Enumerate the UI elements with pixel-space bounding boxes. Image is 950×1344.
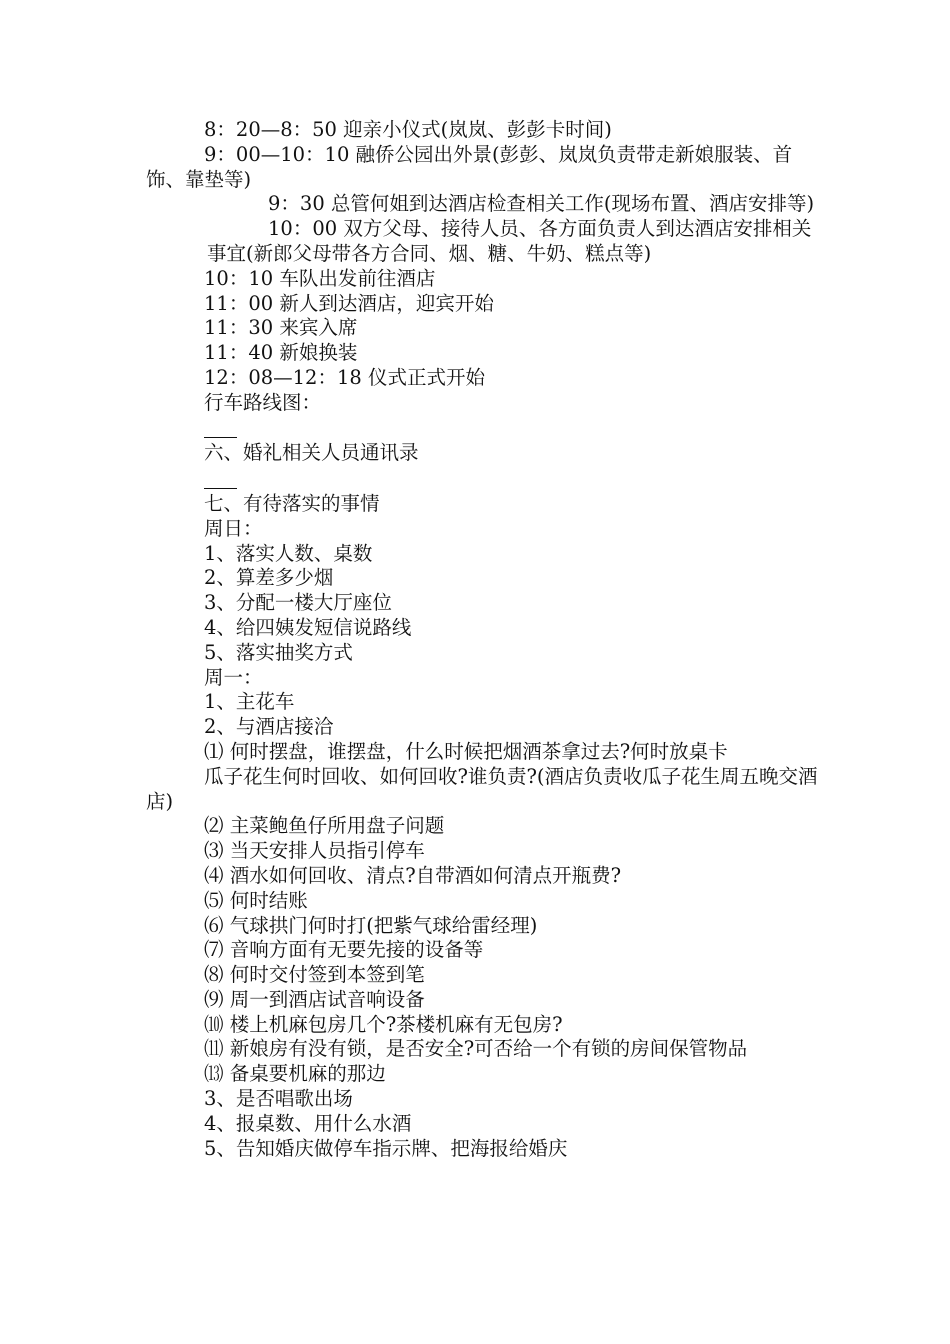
sub-list-item: ⑽ 楼上机麻包房几个?茶楼机麻有无包房? [204, 1012, 563, 1036]
blank-placeholder [0, 466, 950, 492]
sub-list-item: ⑸ 何时结账 [204, 888, 308, 912]
sunday-label: 周日： [204, 516, 263, 540]
list-item: 2、算差多少烟 [204, 566, 334, 590]
schedule-line: 12：08—12：18 仪式正式开始 [204, 365, 485, 389]
list-item: 3、分配一楼大厅座位 [204, 591, 392, 615]
blank-placeholder [0, 416, 950, 442]
list-item: 5、告知婚庆做停车指示牌、把海报给婚庆 [204, 1136, 568, 1160]
sub-list-item: 瓜子花生何时回收、如何回收?谁负责?(酒店负责收瓜子花生周五晚交酒店) [146, 764, 818, 813]
underline-rule [204, 437, 237, 438]
sub-list-item: ⑹ 气球拱门何时打(把紫气球给雷经理) [204, 913, 538, 937]
sub-list-item: ⑵ 主菜鲍鱼仔所用盘子问题 [204, 814, 445, 838]
list-item: 1、主花车 [204, 690, 295, 714]
route-map-label: 行车路线图： [204, 390, 322, 414]
sub-list-item: ⑴ 何时摆盘，谁摆盘，什么时候把烟酒茶拿过去?何时放桌卡 [204, 739, 728, 763]
schedule-line: 11：00 新人到达酒店，迎宾开始 [204, 291, 494, 315]
list-item: 5、落实抽奖方式 [204, 640, 353, 664]
sub-list-item: ⑶ 当天安排人员指引停车 [204, 839, 425, 863]
sub-list-item: ⑷ 酒水如何回收、清点?自带酒如何清点开瓶费? [204, 863, 622, 887]
list-item: 4、给四姨发短信说路线 [204, 615, 412, 639]
schedule-line: 9：30 总管何姐到达酒店检查相关工作(现场布置、酒店安排等) [268, 192, 815, 216]
document-body [0, 118, 950, 1161]
schedule-line: 8：20—8：50 迎亲小仪式(岚岚、彭彭卡时间) [204, 118, 612, 141]
schedule-line: 10：10 车队出发前往酒店 [204, 266, 436, 290]
underline-rule [204, 488, 237, 489]
monday-label: 周一： [204, 665, 263, 689]
schedule-line: 11：40 新娘换装 [204, 341, 358, 365]
schedule-line: 9：00—10：10 融侨公园出外景(彭彭、岚岚负责带走新娘服装、首饰、靠垫等) [146, 142, 793, 191]
sub-list-item: ⑾ 新娘房有没有锁，是否安全?可否给一个有锁的房间保管物品 [204, 1037, 748, 1061]
list-item: 3、是否唱歌出场 [204, 1087, 353, 1111]
schedule-line: 10：00 双方父母、接待人员、各方面负责人到达酒店安排相关事宜(新郎父母带各方合同、烟、糖、牛奶、糕点等) [207, 217, 812, 265]
schedule-line: 11：30 来宾入席 [204, 316, 358, 340]
section-6-heading: 六、婚礼相关人员通讯录 [204, 441, 419, 465]
sub-list-item: ⑻ 何时交付签到本签到笔 [204, 963, 425, 987]
list-item: 2、与酒店接洽 [204, 715, 334, 739]
sub-list-item: ⒀ 备桌要机麻的那边 [204, 1062, 386, 1086]
list-item: 4、报桌数、用什么水酒 [204, 1111, 412, 1135]
list-item: 1、落实人数、桌数 [204, 541, 373, 565]
sub-list-item: ⑺ 音响方面有无要先接的设备等 [204, 938, 484, 962]
section-7-heading: 七、有待落实的事情 [204, 491, 380, 515]
sub-list-item: ⑼ 周一到酒店试音响设备 [204, 987, 425, 1011]
